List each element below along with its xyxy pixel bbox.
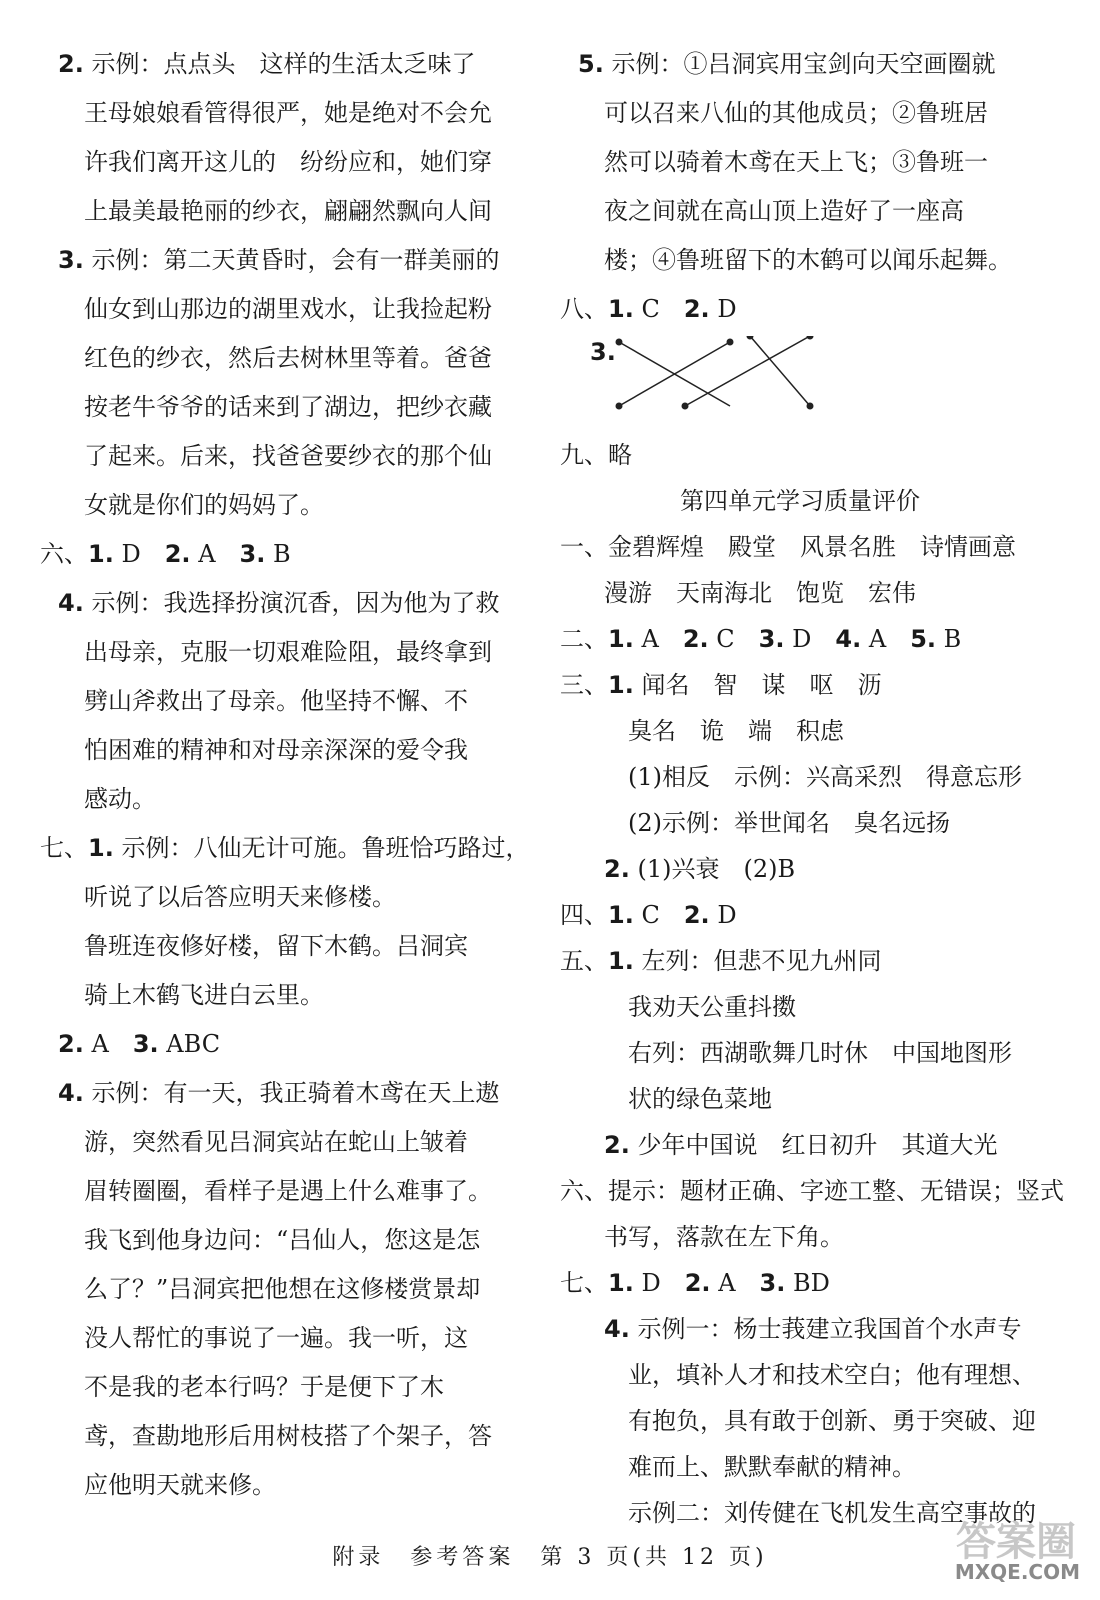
answer-text: B bbox=[943, 625, 962, 653]
question-number: 2. bbox=[604, 855, 630, 883]
answer-line bbox=[40, 1314, 530, 1363]
section-label: 五、 bbox=[560, 947, 608, 975]
answer-text: 示例二：刘传健在飞机发生高空事故的 bbox=[628, 1499, 1036, 1527]
answer-text: 右列：西湖歌舞几时休 中国地图形 bbox=[628, 1039, 1012, 1067]
answer-line bbox=[40, 1118, 530, 1167]
answer-text: D bbox=[641, 1269, 685, 1297]
answer-line bbox=[40, 432, 530, 481]
answer-text: 许我们离开这儿的 纷纷应和，她们穿 bbox=[84, 148, 492, 176]
answer-line bbox=[40, 1461, 530, 1510]
answer-text: 少年中国说 红日初升 其道大光 bbox=[637, 1131, 998, 1159]
answer-line bbox=[40, 285, 530, 334]
answer-text: 没人帮忙的事说了一遍。我一听，这 bbox=[84, 1324, 468, 1352]
answer-text: 女就是你们的妈妈了。 bbox=[84, 491, 324, 519]
answer-text: D bbox=[792, 625, 836, 653]
answer-line bbox=[560, 478, 1040, 524]
match-dot bbox=[727, 339, 734, 346]
answer-line bbox=[560, 138, 1040, 187]
answer-line bbox=[40, 726, 530, 775]
question-number: 5. bbox=[578, 50, 604, 78]
question-number: 2. bbox=[604, 1131, 630, 1159]
answer-line bbox=[40, 579, 530, 628]
question-number: 2. bbox=[683, 295, 710, 323]
answer-line bbox=[560, 432, 1040, 478]
answer-line bbox=[40, 1363, 530, 1412]
answer-text: 有抱负，具有敢于创新、勇于突破、迎 bbox=[628, 1407, 1036, 1435]
answer-text: 难而上、默默奉献的精神。 bbox=[628, 1453, 916, 1481]
answer-text: A bbox=[718, 1269, 760, 1297]
answer-line bbox=[560, 1030, 1040, 1076]
answer-line bbox=[560, 1260, 1040, 1306]
answer-line bbox=[40, 530, 530, 579]
answer-line bbox=[560, 1122, 1040, 1168]
question-number: 2. bbox=[683, 901, 710, 929]
answer-text: 骑上木鹤飞进白云里。 bbox=[84, 981, 324, 1009]
answer-text: 怕困难的精神和对母亲深深的爱令我 bbox=[84, 736, 468, 764]
page-footer: 附录 参考答案 第 3 页(共 12 页) bbox=[332, 1545, 768, 1570]
answer-text: 然可以骑着木鸢在天上飞；③鲁班一 bbox=[604, 148, 988, 176]
answer-text: 出母亲，克服一切艰难险阻，最终拿到 bbox=[84, 638, 492, 666]
section-label: 四、 bbox=[560, 901, 608, 929]
answer-text: (1)相反 示例：兴高采烈 得意忘形 bbox=[628, 763, 1022, 791]
answer-line bbox=[40, 89, 530, 138]
section-label: 七、 bbox=[40, 834, 88, 862]
watermark-logo bbox=[930, 1510, 1080, 1590]
answer-text: 示例：①吕洞宾用宝剑向天空画圈就 bbox=[611, 50, 996, 78]
answer-text: 听说了以后答应明天来修楼。 bbox=[84, 883, 396, 911]
answer-line bbox=[560, 1076, 1040, 1122]
section-label: 九、 bbox=[560, 441, 608, 469]
section-label: 八、 bbox=[560, 295, 608, 323]
match-line-4 bbox=[750, 336, 810, 406]
answer-line bbox=[40, 138, 530, 187]
answer-text: 示例：八仙无计可施。鲁班恰巧路过， bbox=[121, 834, 530, 862]
answer-text: 劈山斧救出了母亲。他坚持不懈、不 bbox=[84, 687, 468, 715]
answer-line bbox=[560, 662, 1040, 708]
answer-text: D bbox=[717, 295, 737, 323]
answer-text: 夜之间就在高山顶上造好了一座高 bbox=[604, 197, 964, 225]
answer-text: 鸢，查勘地形后用树枝搭了个架子，答 bbox=[84, 1422, 492, 1450]
answer-text: 游，突然看见吕洞宾站在蛇山上皱着 bbox=[84, 1128, 468, 1156]
answer-text: 略 bbox=[608, 441, 632, 469]
answer-line bbox=[560, 1168, 1064, 1214]
question-number: 3. bbox=[239, 540, 266, 568]
question-number: 5. bbox=[910, 625, 937, 653]
answer-line bbox=[560, 187, 1040, 236]
answer-line bbox=[560, 285, 1040, 334]
answer-text: 上最美最艳丽的纱衣，翩翩然飘向人间 bbox=[84, 197, 492, 225]
answer-text: A bbox=[198, 540, 240, 568]
question-number: 1. bbox=[608, 901, 634, 929]
answer-text: 我劝天公重抖擞 bbox=[628, 993, 796, 1021]
question-number: 2. bbox=[682, 625, 709, 653]
answer-line bbox=[560, 938, 1040, 984]
answer-line bbox=[40, 971, 530, 1020]
match-dot bbox=[807, 336, 814, 340]
answer-line bbox=[560, 616, 1040, 662]
answer-text: C bbox=[716, 625, 759, 653]
answer-line bbox=[560, 1306, 1040, 1352]
answer-text: 漫游 天南海北 饱览 宏伟 bbox=[604, 579, 916, 607]
answer-line bbox=[560, 800, 1040, 846]
answer-text: 不是我的老本行吗？于是便下了木 bbox=[84, 1373, 444, 1401]
question-number: 3. bbox=[58, 246, 84, 274]
answer-line bbox=[560, 1214, 1040, 1260]
answer-line bbox=[560, 846, 1040, 892]
answer-text: 示例：点点头 这样的生活太乏味了 bbox=[91, 50, 476, 78]
answer-text: 闻名 智 谋 呕 沥 bbox=[641, 671, 882, 699]
answer-text: 臭名 诡 端 积虑 bbox=[628, 717, 844, 745]
match-dot bbox=[807, 403, 814, 410]
answer-text: 了起来。后来，找爸爸要纱衣的那个仙 bbox=[84, 442, 492, 470]
watermark-url: MXQE.COM bbox=[954, 1560, 1080, 1584]
answer-text: 状的绿色菜地 bbox=[628, 1085, 772, 1113]
answer-line bbox=[40, 677, 530, 726]
answer-line bbox=[40, 628, 530, 677]
answer-line bbox=[40, 334, 530, 383]
answer-line bbox=[40, 187, 530, 236]
answer-line bbox=[560, 892, 1040, 938]
answer-line bbox=[40, 1412, 530, 1461]
answer-text: 示例：第二天黄昏时，会有一群美丽的 bbox=[91, 246, 500, 274]
section-label: 一、 bbox=[560, 533, 608, 561]
match-dot bbox=[616, 339, 623, 346]
section-label: 七、 bbox=[560, 1269, 608, 1297]
section-label: 二、 bbox=[560, 625, 608, 653]
answer-text: C bbox=[641, 295, 684, 323]
section-label: 六、 bbox=[40, 540, 88, 568]
section-label: 六、 bbox=[560, 1177, 608, 1205]
match-dot bbox=[682, 403, 689, 410]
question-number: 2. bbox=[684, 1269, 711, 1297]
answer-text: (1)兴衰 (2)B bbox=[637, 855, 796, 883]
question-number: 3. bbox=[132, 1030, 159, 1058]
question-number: 2. bbox=[58, 50, 84, 78]
answer-text: 王母娘娘看管得很严，她是绝对不会允 bbox=[84, 99, 492, 127]
watermark-title: 答案圈 bbox=[956, 1518, 1076, 1565]
answer-text: 么了？”吕洞宾把他想在这修楼赏景却 bbox=[84, 1275, 481, 1303]
question-number: 1. bbox=[608, 295, 634, 323]
answer-text: 示例一：杨士莪建立我国首个水声专 bbox=[637, 1315, 1022, 1343]
answer-text: BD bbox=[793, 1269, 830, 1297]
answer-line bbox=[560, 984, 1040, 1030]
answer-line bbox=[560, 236, 1040, 285]
answer-text: 提示：题材正确、字迹工整、无错误；竖式 bbox=[608, 1177, 1064, 1205]
answer-line bbox=[40, 1069, 530, 1118]
question-number: 1. bbox=[88, 540, 114, 568]
answer-text: 眉转圈圈，看样子是遇上什么难事了。 bbox=[84, 1177, 492, 1205]
answer-line bbox=[40, 1167, 530, 1216]
answer-line bbox=[560, 1352, 1040, 1398]
answer-text: D bbox=[121, 540, 165, 568]
answer-text: 感动。 bbox=[84, 785, 156, 813]
question-number: 4. bbox=[835, 625, 862, 653]
answer-text: A bbox=[641, 625, 683, 653]
answer-text: A bbox=[868, 625, 911, 653]
answer-text: 书写，落款在左下角。 bbox=[604, 1223, 844, 1251]
answer-line bbox=[40, 922, 530, 971]
answer-text: 金碧辉煌 殿堂 风景名胜 诗情画意 bbox=[608, 533, 1016, 561]
answer-line bbox=[40, 40, 530, 89]
section-label: 三、 bbox=[560, 671, 608, 699]
answer-line bbox=[560, 754, 1040, 800]
answer-line bbox=[40, 1216, 530, 1265]
answer-line bbox=[560, 570, 1040, 616]
matching-question bbox=[560, 336, 1040, 432]
question-number: 4. bbox=[58, 1079, 84, 1107]
question-number: 2. bbox=[164, 540, 191, 568]
answer-text: 仙女到山那边的湖里戏水，让我捡起粉 bbox=[84, 295, 492, 323]
answer-text: 鲁班连夜修好楼，留下木鹤。吕洞宾 bbox=[84, 932, 468, 960]
right-column bbox=[560, 40, 1064, 1536]
answer-line bbox=[560, 524, 1040, 570]
answer-text: A bbox=[91, 1030, 133, 1058]
question-number: 4. bbox=[58, 589, 84, 617]
match-line-3 bbox=[685, 336, 810, 406]
answer-text: 按老牛爷爷的话来到了湖边，把纱衣藏 bbox=[84, 393, 492, 421]
answer-line bbox=[40, 775, 530, 824]
match-dot bbox=[616, 403, 623, 410]
answer-line bbox=[560, 1398, 1040, 1444]
right-column-top bbox=[560, 40, 1040, 334]
answer-text: 应他明天就来修。 bbox=[84, 1471, 276, 1499]
answer-text: 红色的纱衣，然后去树林里等着。爸爸 bbox=[84, 344, 492, 372]
question-number: 1. bbox=[608, 1269, 634, 1297]
answer-text: 示例：我选择扮演沉香，因为他为了救 bbox=[91, 589, 500, 617]
answer-text: D bbox=[717, 901, 737, 929]
answer-text: (2)示例：举世闻名 臭名远扬 bbox=[628, 809, 950, 837]
question-number: 1. bbox=[608, 625, 634, 653]
question-number: 3. bbox=[758, 625, 785, 653]
answer-line bbox=[560, 708, 1040, 754]
question-number: 1. bbox=[608, 947, 634, 975]
answer-line bbox=[560, 89, 1040, 138]
answer-line bbox=[40, 383, 530, 432]
matching-lines bbox=[605, 336, 835, 426]
answer-text: C bbox=[641, 901, 684, 929]
question-number: 3. bbox=[759, 1269, 786, 1297]
answer-line bbox=[40, 236, 530, 285]
answer-line bbox=[40, 1020, 530, 1069]
question-number: 1. bbox=[88, 834, 114, 862]
answer-text: ABC bbox=[166, 1030, 221, 1058]
answer-text: 业，填补人才和技术空白；他有理想、 bbox=[628, 1361, 1036, 1389]
answer-text: 我飞到他身边问：“吕仙人，您这是怎 bbox=[84, 1226, 481, 1254]
question-number: 2. bbox=[58, 1030, 84, 1058]
answer-line bbox=[40, 873, 530, 922]
answer-text: 示例：有一天，我正骑着木鸢在天上遨 bbox=[91, 1079, 500, 1107]
left-column bbox=[40, 40, 530, 1510]
matching-question-number: 3. bbox=[590, 338, 616, 366]
right-column-bottom bbox=[560, 432, 1064, 1536]
answer-text: 可以召来八仙的其他成员；②鲁班居 bbox=[604, 99, 988, 127]
question-number: 1. bbox=[608, 671, 634, 699]
question-number: 4. bbox=[604, 1315, 630, 1343]
answer-line bbox=[560, 1444, 1040, 1490]
answer-line bbox=[40, 481, 530, 530]
answer-text: 左列：但悲不见九州同 bbox=[641, 947, 882, 975]
answer-line bbox=[560, 40, 1040, 89]
answer-text: B bbox=[273, 540, 291, 568]
answer-line bbox=[40, 824, 530, 873]
answer-text: 第四单元学习质量评价 bbox=[680, 487, 920, 515]
answer-line bbox=[40, 1265, 530, 1314]
answer-text: 楼；④鲁班留下的木鹤可以闻乐起舞。 bbox=[604, 246, 1012, 274]
